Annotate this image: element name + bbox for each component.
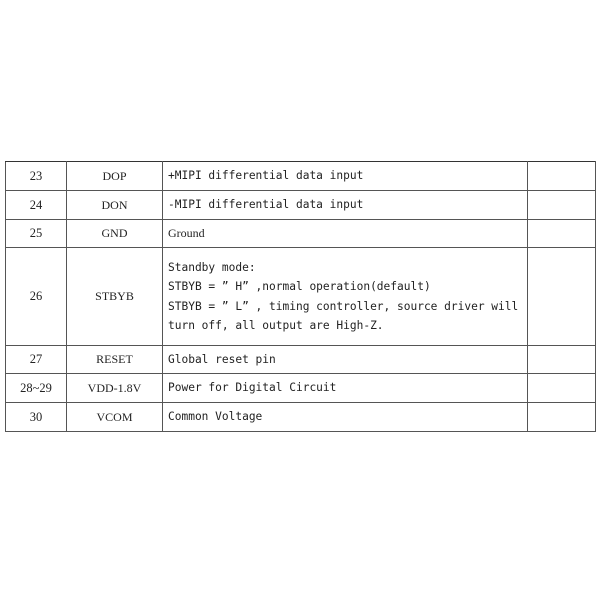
pin-symbol: VDD-1.8V — [67, 374, 163, 403]
empty-cell — [528, 191, 596, 220]
empty-cell — [528, 220, 596, 248]
table-row — [6, 346, 596, 374]
empty-cell — [528, 248, 596, 346]
description-line: STBYB = ” L” , timing controller, source driver will — [168, 299, 519, 313]
pin-number: 28~29 — [6, 374, 67, 403]
description-line: Standby mode: — [168, 260, 256, 274]
pin-description: Global reset pin — [163, 346, 528, 374]
empty-cell — [528, 403, 596, 432]
pin-symbol: VCOM — [67, 403, 163, 432]
pin-number: 26 — [6, 248, 67, 346]
pin-symbol: RESET — [67, 346, 163, 374]
pin-symbol: DON — [67, 191, 163, 220]
pin-number: 25 — [6, 220, 67, 248]
pin-number: 24 — [6, 191, 67, 220]
empty-cell — [528, 346, 596, 374]
pin-description: Ground — [163, 220, 528, 248]
table-row — [6, 162, 596, 191]
description-line: turn off, all output are High-Z. — [168, 319, 384, 332]
pin-symbol: DOP — [67, 162, 163, 191]
pin-description: +MIPI differential data input — [163, 162, 528, 191]
pin-description: -MIPI differential data input — [163, 191, 528, 220]
pin-description — [163, 248, 528, 346]
pin-symbol: GND — [67, 220, 163, 248]
description-line: STBYB = ” H” ,normal operation(default) — [168, 280, 431, 293]
pin-description: Power for Digital Circuit — [163, 374, 528, 403]
pin-description-table — [5, 161, 596, 432]
empty-cell — [528, 162, 596, 191]
table-row — [6, 191, 596, 220]
pin-number: 30 — [6, 403, 67, 432]
table-row — [6, 220, 596, 248]
pin-symbol: STBYB — [67, 248, 163, 346]
pin-number: 27 — [6, 346, 67, 374]
empty-cell — [528, 374, 596, 403]
table-row — [6, 403, 596, 432]
pin-description: Common Voltage — [163, 403, 528, 432]
table-row — [6, 374, 596, 403]
table-row — [6, 248, 596, 346]
pin-number: 23 — [6, 162, 67, 191]
